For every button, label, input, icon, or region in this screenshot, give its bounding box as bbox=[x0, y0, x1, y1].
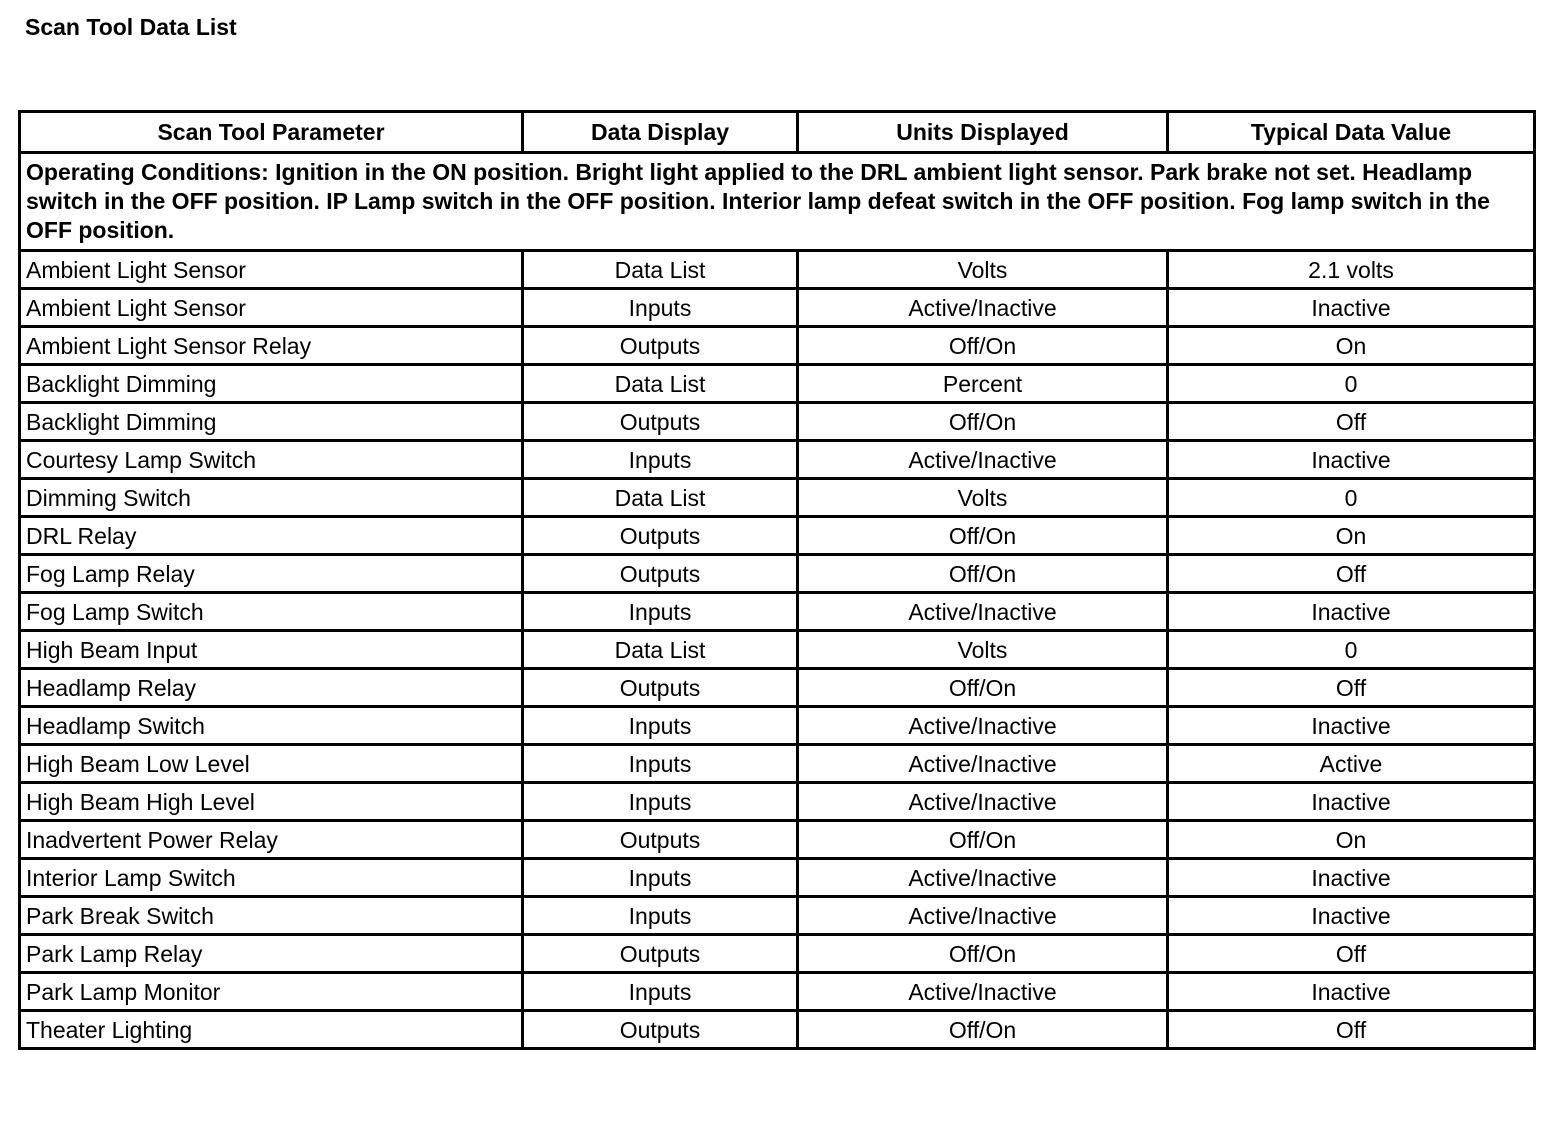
cell-data-display: Outputs bbox=[523, 327, 798, 365]
table-row bbox=[20, 897, 1535, 935]
cell-data-display: Data List bbox=[523, 365, 798, 403]
cell-scan-tool-parameter: Headlamp Switch bbox=[20, 707, 523, 745]
cell-scan-tool-parameter: Fog Lamp Switch bbox=[20, 593, 523, 631]
header-scan-tool-parameter: Scan Tool Parameter bbox=[20, 112, 523, 153]
cell-scan-tool-parameter: High Beam Low Level bbox=[20, 745, 523, 783]
cell-typical-data-value: 2.1 volts bbox=[1168, 251, 1535, 289]
cell-data-display: Inputs bbox=[523, 783, 798, 821]
cell-units-displayed: Active/Inactive bbox=[798, 745, 1168, 783]
cell-scan-tool-parameter: High Beam High Level bbox=[20, 783, 523, 821]
cell-data-display: Outputs bbox=[523, 821, 798, 859]
scan-tool-data-table bbox=[18, 110, 1536, 1050]
cell-typical-data-value: Off bbox=[1168, 555, 1535, 593]
page-title: Scan Tool Data List bbox=[25, 14, 237, 40]
cell-typical-data-value: Inactive bbox=[1168, 859, 1535, 897]
cell-units-displayed: Percent bbox=[798, 365, 1168, 403]
cell-data-display: Data List bbox=[523, 479, 798, 517]
cell-units-displayed: Off/On bbox=[798, 821, 1168, 859]
cell-scan-tool-parameter: Park Break Switch bbox=[20, 897, 523, 935]
operating-conditions-row bbox=[20, 153, 1535, 251]
cell-data-display: Outputs bbox=[523, 935, 798, 973]
cell-typical-data-value: Inactive bbox=[1168, 441, 1535, 479]
cell-typical-data-value: Inactive bbox=[1168, 783, 1535, 821]
cell-typical-data-value: On bbox=[1168, 821, 1535, 859]
cell-units-displayed: Off/On bbox=[798, 1011, 1168, 1049]
cell-data-display: Data List bbox=[523, 251, 798, 289]
table-row bbox=[20, 403, 1535, 441]
cell-scan-tool-parameter: Ambient Light Sensor Relay bbox=[20, 327, 523, 365]
header-typical-data-value: Typical Data Value bbox=[1168, 112, 1535, 153]
cell-typical-data-value: Off bbox=[1168, 669, 1535, 707]
cell-typical-data-value: Inactive bbox=[1168, 593, 1535, 631]
table-row bbox=[20, 669, 1535, 707]
cell-units-displayed: Off/On bbox=[798, 517, 1168, 555]
table-row bbox=[20, 555, 1535, 593]
cell-units-displayed: Volts bbox=[798, 631, 1168, 669]
cell-data-display: Outputs bbox=[523, 1011, 798, 1049]
cell-scan-tool-parameter: Backlight Dimming bbox=[20, 403, 523, 441]
cell-units-displayed: Active/Inactive bbox=[798, 783, 1168, 821]
table-row bbox=[20, 593, 1535, 631]
cell-units-displayed: Off/On bbox=[798, 403, 1168, 441]
cell-data-display: Inputs bbox=[523, 897, 798, 935]
cell-data-display: Inputs bbox=[523, 973, 798, 1011]
cell-scan-tool-parameter: Park Lamp Relay bbox=[20, 935, 523, 973]
cell-units-displayed: Volts bbox=[798, 479, 1168, 517]
operating-conditions-text: Operating Conditions: Ignition in the ON position. Bright light applied to the DRL ambient light sensor. Park brake not set. Headlamp switch in the OFF position. IP Lamp switch in the OFF position. Interior lamp defeat switch in the OFF position. Fog lamp switch in the OFF position. bbox=[20, 153, 1535, 251]
cell-data-display: Inputs bbox=[523, 707, 798, 745]
cell-typical-data-value: On bbox=[1168, 517, 1535, 555]
table-row bbox=[20, 707, 1535, 745]
cell-data-display: Outputs bbox=[523, 517, 798, 555]
cell-scan-tool-parameter: Ambient Light Sensor bbox=[20, 251, 523, 289]
table-row bbox=[20, 821, 1535, 859]
cell-typical-data-value: On bbox=[1168, 327, 1535, 365]
table-row bbox=[20, 935, 1535, 973]
cell-data-display: Inputs bbox=[523, 593, 798, 631]
cell-data-display: Outputs bbox=[523, 403, 798, 441]
cell-scan-tool-parameter: Park Lamp Monitor bbox=[20, 973, 523, 1011]
cell-typical-data-value: Inactive bbox=[1168, 897, 1535, 935]
table-row bbox=[20, 289, 1535, 327]
cell-typical-data-value: Off bbox=[1168, 1011, 1535, 1049]
cell-typical-data-value: 0 bbox=[1168, 479, 1535, 517]
cell-scan-tool-parameter: Fog Lamp Relay bbox=[20, 555, 523, 593]
cell-scan-tool-parameter: Theater Lighting bbox=[20, 1011, 523, 1049]
cell-data-display: Data List bbox=[523, 631, 798, 669]
cell-units-displayed: Off/On bbox=[798, 935, 1168, 973]
cell-data-display: Outputs bbox=[523, 669, 798, 707]
table-row bbox=[20, 859, 1535, 897]
cell-typical-data-value: Inactive bbox=[1168, 973, 1535, 1011]
cell-units-displayed: Active/Inactive bbox=[798, 289, 1168, 327]
cell-scan-tool-parameter: Inadvertent Power Relay bbox=[20, 821, 523, 859]
table-row bbox=[20, 517, 1535, 555]
table-row bbox=[20, 745, 1535, 783]
table-row bbox=[20, 631, 1535, 669]
table-header-row bbox=[20, 112, 1535, 153]
cell-units-displayed: Off/On bbox=[798, 327, 1168, 365]
cell-data-display: Inputs bbox=[523, 289, 798, 327]
cell-typical-data-value: 0 bbox=[1168, 631, 1535, 669]
cell-typical-data-value: Off bbox=[1168, 403, 1535, 441]
cell-data-display: Inputs bbox=[523, 745, 798, 783]
cell-typical-data-value: Active bbox=[1168, 745, 1535, 783]
cell-units-displayed: Active/Inactive bbox=[798, 441, 1168, 479]
cell-scan-tool-parameter: Backlight Dimming bbox=[20, 365, 523, 403]
cell-scan-tool-parameter: DRL Relay bbox=[20, 517, 523, 555]
cell-scan-tool-parameter: Interior Lamp Switch bbox=[20, 859, 523, 897]
cell-typical-data-value: Inactive bbox=[1168, 289, 1535, 327]
cell-units-displayed: Off/On bbox=[798, 555, 1168, 593]
header-data-display: Data Display bbox=[523, 112, 798, 153]
cell-scan-tool-parameter: Dimming Switch bbox=[20, 479, 523, 517]
table-row bbox=[20, 441, 1535, 479]
cell-scan-tool-parameter: High Beam Input bbox=[20, 631, 523, 669]
cell-units-displayed: Off/On bbox=[798, 669, 1168, 707]
cell-units-displayed: Active/Inactive bbox=[798, 707, 1168, 745]
cell-units-displayed: Active/Inactive bbox=[798, 859, 1168, 897]
cell-units-displayed: Active/Inactive bbox=[798, 593, 1168, 631]
cell-units-displayed: Active/Inactive bbox=[798, 897, 1168, 935]
header-units-displayed: Units Displayed bbox=[798, 112, 1168, 153]
cell-typical-data-value: Inactive bbox=[1168, 707, 1535, 745]
cell-units-displayed: Volts bbox=[798, 251, 1168, 289]
cell-scan-tool-parameter: Ambient Light Sensor bbox=[20, 289, 523, 327]
cell-scan-tool-parameter: Headlamp Relay bbox=[20, 669, 523, 707]
cell-units-displayed: Active/Inactive bbox=[798, 973, 1168, 1011]
table-row bbox=[20, 365, 1535, 403]
cell-data-display: Outputs bbox=[523, 555, 798, 593]
cell-scan-tool-parameter: Courtesy Lamp Switch bbox=[20, 441, 523, 479]
cell-typical-data-value: 0 bbox=[1168, 365, 1535, 403]
table-row bbox=[20, 783, 1535, 821]
table-row bbox=[20, 479, 1535, 517]
cell-data-display: Inputs bbox=[523, 859, 798, 897]
cell-data-display: Inputs bbox=[523, 441, 798, 479]
table-row bbox=[20, 1011, 1535, 1049]
table-row bbox=[20, 973, 1535, 1011]
cell-typical-data-value: Off bbox=[1168, 935, 1535, 973]
table-row bbox=[20, 327, 1535, 365]
table-row bbox=[20, 251, 1535, 289]
